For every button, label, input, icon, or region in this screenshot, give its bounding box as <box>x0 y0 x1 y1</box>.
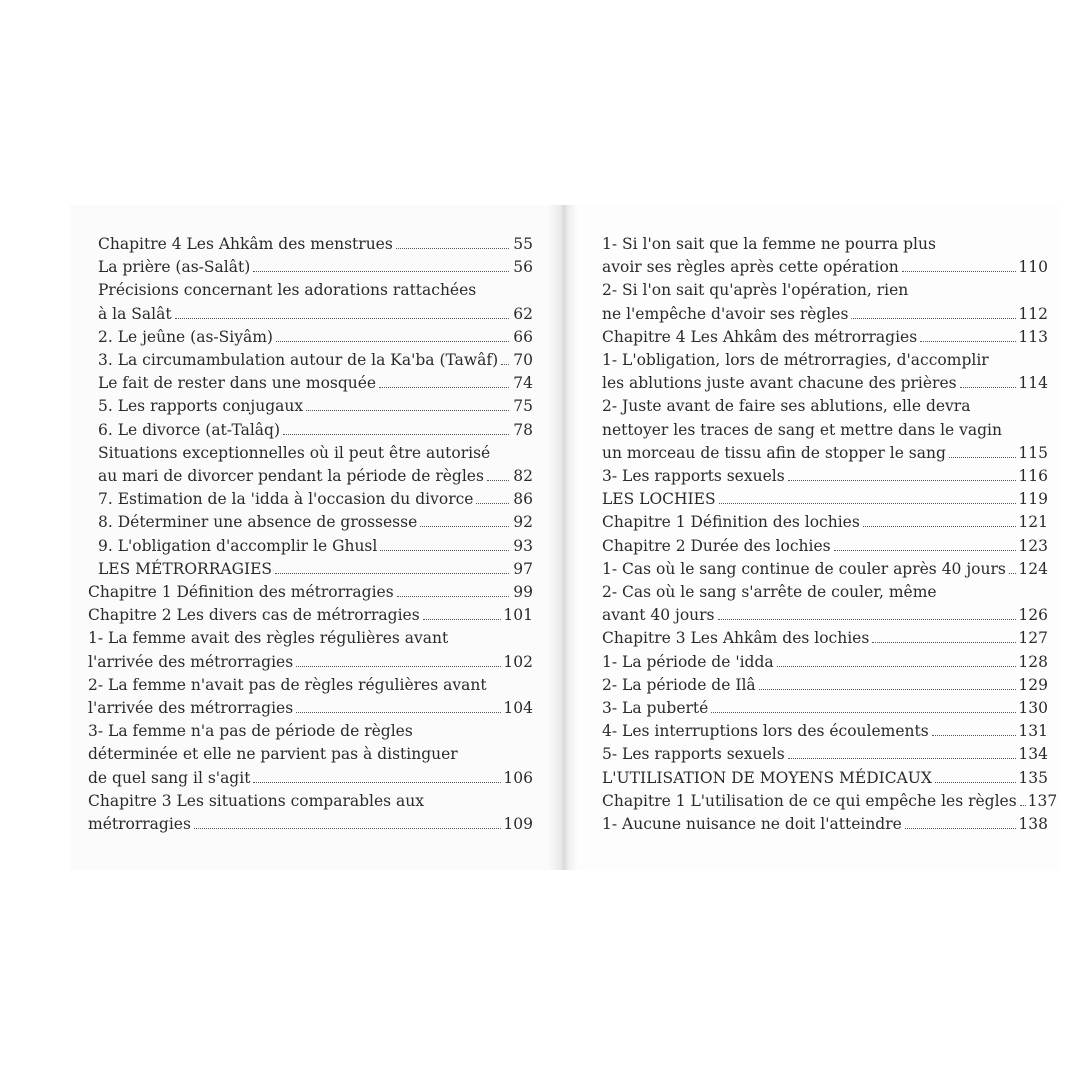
toc-entry-title: avant 40 jours <box>602 606 715 625</box>
toc-entry-row <box>602 256 1048 279</box>
toc-entry-title: La prière (as-Salât) <box>98 258 251 277</box>
toc-leader-dots <box>476 503 509 504</box>
toc-entry-text: Situations exceptionnelles où il peut être autorisé <box>98 443 491 462</box>
toc-entry-row <box>98 303 533 326</box>
toc-page-number: 135 <box>1018 768 1048 787</box>
toc-entry-title: Chapitre 1 Définition des lochies <box>602 513 860 532</box>
toc-page-number: 86 <box>513 490 533 509</box>
toc-page-number: 56 <box>513 258 533 277</box>
toc-entry-row <box>98 511 533 534</box>
toc-page-number: 74 <box>513 374 533 393</box>
toc-entry <box>602 233 1048 279</box>
toc-entry-title: Le fait de rester dans une mosquée <box>98 374 377 393</box>
toc-leader-dots <box>253 782 501 783</box>
toc-entry-row <box>602 558 1048 581</box>
toc-entry <box>88 233 533 256</box>
toc-leader-dots <box>296 666 501 667</box>
toc-entry <box>602 674 1048 697</box>
toc-entry-text: nettoyer les traces de sang et mettre dans le vagin <box>602 420 1002 439</box>
toc-entry-text: 2- Cas où le sang s'arrête de couler, même <box>602 583 937 602</box>
left-toc <box>88 233 533 836</box>
toc-leader-dots <box>194 828 501 829</box>
toc-leader-dots <box>905 828 1017 829</box>
toc-entry <box>602 511 1048 534</box>
toc-leader-dots <box>487 480 509 481</box>
toc-entry-title: Chapitre 2 Les divers cas de métrorragies <box>88 606 420 625</box>
toc-entry <box>602 697 1048 720</box>
toc-entry-text: déterminée et elle ne parvient pas à distinguer <box>88 745 458 764</box>
toc-page-number: 104 <box>503 699 533 718</box>
toc-leader-dots <box>253 271 509 272</box>
toc-entry-title: 9. L'obligation d'accomplir le Ghusl <box>98 536 378 555</box>
toc-entry-title: 2. Le jeûne (as-Siyâm) <box>98 327 273 346</box>
toc-entry-text: Précisions concernant les adorations rattachées <box>98 281 477 300</box>
toc-entry <box>88 674 533 720</box>
toc-leader-dots <box>777 666 1017 667</box>
toc-page-number: 97 <box>513 559 533 578</box>
toc-leader-dots <box>960 387 1017 388</box>
toc-entry <box>602 279 1048 325</box>
toc-leader-dots <box>1009 573 1017 574</box>
toc-page-number: 82 <box>513 467 533 486</box>
toc-page-number: 131 <box>1018 722 1048 741</box>
toc-page-number: 102 <box>503 652 533 671</box>
toc-entry-title: 2- La période de Ilâ <box>602 675 756 694</box>
toc-page-number: 137 <box>1027 791 1058 810</box>
toc-entry-row <box>98 372 533 395</box>
toc-entry-row <box>98 395 533 418</box>
toc-entry-title: Chapitre 1 Définition des métrorragies <box>88 583 394 602</box>
toc-entry-title: au mari de divorcer pendant la période de règles <box>98 467 484 486</box>
toc-entry-text: Chapitre 3 Les situations comparables aux <box>88 791 425 810</box>
toc-entry-title: Chapitre 4 Les Ahkâm des menstrues <box>98 235 393 253</box>
toc-entry-row <box>88 813 533 836</box>
toc-entry <box>88 326 533 349</box>
toc-entry-row <box>602 488 1048 511</box>
toc-entry <box>88 488 533 511</box>
toc-entry-row <box>602 720 1048 743</box>
toc-entry <box>88 790 533 836</box>
toc-page-number: 113 <box>1018 327 1048 346</box>
toc-entry-row <box>602 442 1048 465</box>
toc-entry <box>88 627 533 673</box>
toc-entry-title: LES LOCHIES <box>602 490 716 509</box>
toc-page-number: 121 <box>1018 513 1048 532</box>
toc-entry <box>602 558 1048 581</box>
toc-entry-row <box>602 813 1048 836</box>
toc-page-number: 110 <box>1018 258 1048 277</box>
toc-page-number: 112 <box>1018 304 1048 323</box>
toc-entry-row <box>602 627 1048 650</box>
toc-leader-dots <box>935 782 1017 783</box>
toc-page-number: 127 <box>1018 629 1048 648</box>
toc-entry-row <box>602 743 1048 766</box>
toc-entry <box>602 720 1048 743</box>
toc-entry-row <box>602 604 1048 627</box>
toc-entry-title: LES MÉTRORRAGIES <box>98 559 273 578</box>
toc-entry-text: 1- La femme avait des règles régulières avant <box>88 629 449 648</box>
toc-entry <box>88 604 533 627</box>
toc-entry-title: 3- Les rapports sexuels <box>602 467 785 486</box>
toc-leader-dots <box>275 573 509 574</box>
toc-entry-title: 5- Les rapports sexuels <box>602 745 785 764</box>
toc-leader-dots <box>396 248 509 249</box>
toc-entry <box>602 651 1048 674</box>
toc-page-number: 116 <box>1018 467 1048 486</box>
toc-leader-dots <box>863 526 1017 527</box>
toc-entry-title: un morceau de tissu afin de stopper le sang <box>602 443 946 462</box>
toc-entry <box>88 511 533 534</box>
toc-entry-text: 1- Si l'on sait que la femme ne pourra plus <box>602 235 936 253</box>
toc-entry-title: 3- La puberté <box>602 699 709 718</box>
toc-entry-row <box>602 511 1048 534</box>
toc-leader-dots <box>872 642 1016 643</box>
toc-page-number: 123 <box>1018 536 1048 555</box>
toc-entry <box>602 767 1048 790</box>
toc-entry-title: 6. Le divorce (at-Talâq) <box>98 420 281 439</box>
toc-entry-title: à la Salât <box>98 304 172 323</box>
left-page <box>70 205 558 870</box>
toc-entry <box>602 535 1048 558</box>
toc-leader-dots <box>397 596 509 597</box>
toc-page-number: 99 <box>513 583 533 602</box>
toc-entry-row <box>602 465 1048 488</box>
toc-entry-title: Chapitre 4 Les Ahkâm des métrorragies <box>602 327 918 346</box>
toc-leader-dots <box>306 410 509 411</box>
toc-entry <box>88 558 533 581</box>
toc-entry <box>602 813 1048 836</box>
toc-page-number: 114 <box>1018 374 1048 393</box>
toc-entry <box>602 326 1048 349</box>
toc-leader-dots <box>175 318 509 319</box>
toc-entry-row <box>602 651 1048 674</box>
toc-page-number: 128 <box>1018 652 1048 671</box>
toc-entry-title: avoir ses règles après cette opération <box>602 258 899 277</box>
toc-entry-row <box>602 767 1048 790</box>
toc-leader-dots <box>788 480 1017 481</box>
toc-entry-row <box>88 604 533 627</box>
toc-entry-title: ne l'empêche d'avoir ses règles <box>602 304 849 323</box>
toc-leader-dots <box>1020 805 1026 806</box>
toc-page-number: 126 <box>1018 606 1048 625</box>
toc-entry <box>88 349 533 372</box>
toc-entry-row <box>602 535 1048 558</box>
toc-leader-dots <box>932 735 1017 736</box>
toc-page-number: 129 <box>1018 675 1048 694</box>
toc-page-number: 134 <box>1018 745 1048 764</box>
toc-page-number: 66 <box>513 327 533 346</box>
toc-page-number: 106 <box>503 768 533 787</box>
toc-leader-dots <box>788 758 1017 759</box>
toc-entry-row <box>88 767 533 790</box>
toc-entry-title: les ablutions juste avant chacune des prières <box>602 374 957 393</box>
toc-entry-row <box>602 372 1048 395</box>
toc-entry <box>88 419 533 442</box>
toc-leader-dots <box>423 619 502 620</box>
toc-entry-row <box>98 326 533 349</box>
toc-entry-title: 1- Aucune nuisance ne doit l'atteindre <box>602 815 902 834</box>
toc-entry-text: 2- La femme n'avait pas de règles régulières avant <box>88 675 487 694</box>
toc-entry-row <box>602 303 1048 326</box>
toc-leader-dots <box>296 712 501 713</box>
toc-page-number: 130 <box>1018 699 1048 718</box>
toc-entry-title: métrorragies <box>88 815 191 834</box>
toc-entry-title: 4- Les interruptions lors des écoulements <box>602 722 929 741</box>
toc-leader-dots <box>834 550 1017 551</box>
toc-leader-dots <box>276 341 509 342</box>
book-spread <box>70 205 1060 870</box>
toc-entry-row <box>98 233 533 256</box>
toc-entry-row <box>98 256 533 279</box>
toc-entry-title: 8. Déterminer une absence de grossesse <box>98 513 418 532</box>
toc-entry-title: L'UTILISATION DE MOYENS MÉDICAUX <box>602 768 932 787</box>
toc-entry <box>602 349 1048 395</box>
toc-entry-title: 5. Les rapports conjugaux <box>98 397 304 416</box>
toc-entry-row <box>98 349 533 372</box>
toc-entry-row <box>88 651 533 674</box>
toc-leader-dots <box>501 364 509 365</box>
toc-leader-dots <box>379 387 509 388</box>
toc-entry <box>88 581 533 604</box>
toc-page-number: 115 <box>1018 443 1048 462</box>
toc-entry-text: 2- Si l'on sait qu'après l'opération, rien <box>602 281 909 300</box>
toc-entry <box>602 395 1048 465</box>
toc-entry <box>88 535 533 558</box>
toc-entry-row <box>98 465 533 488</box>
toc-leader-dots <box>711 712 1016 713</box>
toc-page-number: 124 <box>1018 559 1048 578</box>
toc-leader-dots <box>718 619 1017 620</box>
toc-page-number: 138 <box>1018 815 1048 834</box>
toc-leader-dots <box>902 271 1017 272</box>
toc-page-number: 62 <box>513 304 533 323</box>
toc-entry-title: l'arrivée des métrorragies <box>88 699 294 718</box>
toc-entry <box>602 581 1048 627</box>
toc-entry-row <box>602 697 1048 720</box>
toc-leader-dots <box>380 550 509 551</box>
toc-entry <box>88 256 533 279</box>
toc-page-number: 70 <box>513 351 533 370</box>
toc-entry-title: 1- La période de 'idda <box>602 652 774 671</box>
toc-leader-dots <box>420 526 509 527</box>
toc-entry-title: 3. La circumambulation autour de la Ka'ba (Tawâf) <box>98 351 499 370</box>
toc-page-number: 93 <box>513 536 533 555</box>
toc-entry <box>88 442 533 488</box>
right-page <box>568 205 1060 870</box>
toc-page-number: 109 <box>503 815 533 834</box>
toc-page-number: 119 <box>1018 490 1048 509</box>
toc-leader-dots <box>851 318 1016 319</box>
toc-entry-title: l'arrivée des métrorragies <box>88 652 294 671</box>
toc-entry <box>602 488 1048 511</box>
toc-entry-title: Chapitre 1 L'utilisation de ce qui empêche les règles <box>602 791 1017 810</box>
toc-entry-row <box>602 674 1048 697</box>
toc-entry-row <box>98 558 533 581</box>
toc-leader-dots <box>920 341 1016 342</box>
toc-entry <box>602 627 1048 650</box>
toc-entry-text: 3- La femme n'a pas de période de règles <box>88 722 413 741</box>
toc-entry <box>88 372 533 395</box>
toc-entry-row <box>98 419 533 442</box>
toc-entry-row <box>88 581 533 604</box>
toc-entry-title: 1- Cas où le sang continue de couler après 40 jours <box>602 559 1006 578</box>
toc-entry <box>602 465 1048 488</box>
toc-entry-row <box>98 488 533 511</box>
book-gutter <box>548 205 578 870</box>
toc-entry <box>602 743 1048 766</box>
toc-page-number: 55 <box>513 235 533 253</box>
toc-leader-dots <box>719 503 1017 504</box>
toc-entry-title: de quel sang il s'agit <box>88 768 251 787</box>
toc-entry-title: 7. Estimation de la 'idda à l'occasion du divorce <box>98 490 474 509</box>
toc-page-number: 101 <box>503 606 533 625</box>
toc-leader-dots <box>283 434 509 435</box>
toc-entry-title: Chapitre 2 Durée des lochies <box>602 536 831 555</box>
toc-entry-row <box>88 697 533 720</box>
toc-entry <box>602 790 1058 813</box>
toc-entry <box>88 720 533 790</box>
toc-leader-dots <box>759 689 1017 690</box>
toc-entry-row <box>602 790 1058 813</box>
toc-entry-row <box>98 535 533 558</box>
right-toc <box>602 233 1058 836</box>
toc-page-number: 78 <box>513 420 533 439</box>
toc-entry <box>88 395 533 418</box>
toc-entry-text: 1- L'obligation, lors de métrorragies, d'accomplir <box>602 351 989 370</box>
toc-page-number: 92 <box>513 513 533 532</box>
toc-entry <box>88 279 533 325</box>
toc-leader-dots <box>949 457 1017 458</box>
toc-page-number: 75 <box>513 397 533 416</box>
toc-entry-title: Chapitre 3 Les Ahkâm des lochies <box>602 629 870 648</box>
toc-entry-text: 2- Juste avant de faire ses ablutions, elle devra <box>602 397 971 416</box>
toc-entry-row <box>602 326 1048 349</box>
